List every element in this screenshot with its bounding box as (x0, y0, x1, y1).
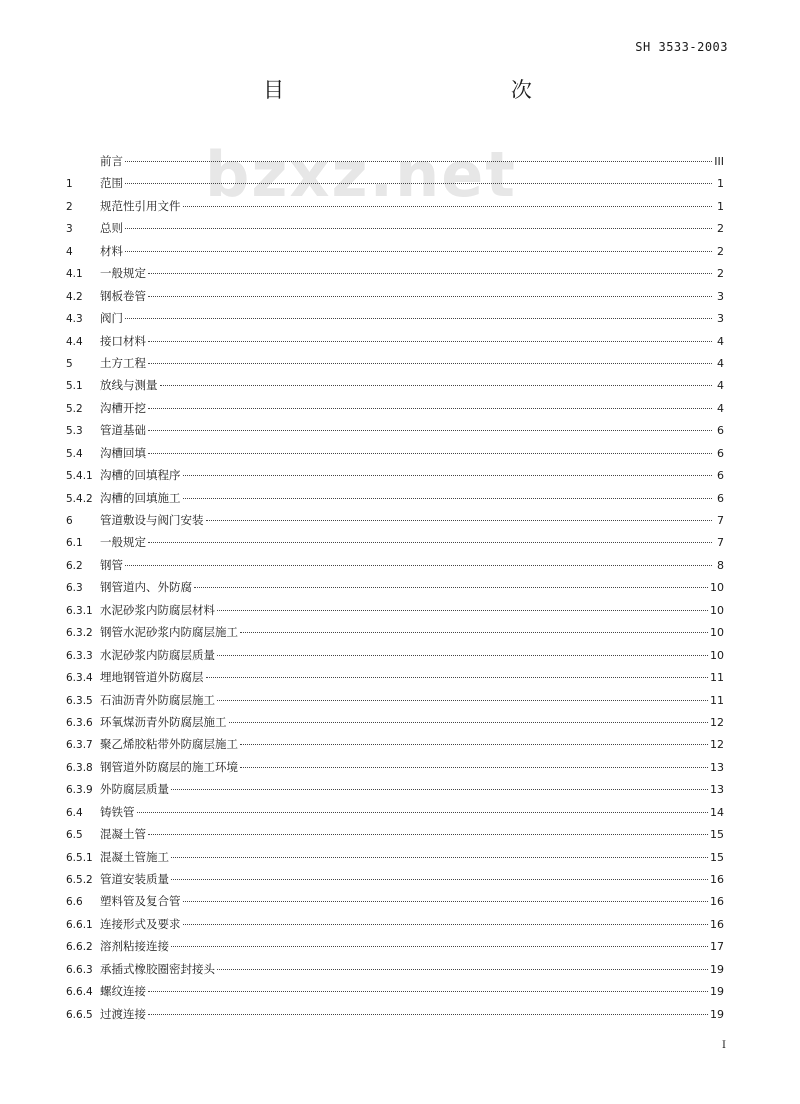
toc-leader-dots (160, 384, 713, 386)
toc-entry-page: 7 (717, 536, 724, 550)
toc-entry-page: 12 (710, 715, 724, 729)
toc-leader-dots (148, 272, 712, 274)
toc-entry-title: 连接形式及要求 (100, 916, 181, 931)
toc-entry[interactable] (66, 935, 724, 957)
toc-entry[interactable] (66, 330, 724, 352)
toc-leader-dots (148, 990, 708, 992)
toc-entry-title: 混凝土管 (100, 827, 146, 842)
toc-leader-dots (148, 833, 708, 835)
toc-entry-page: 10 (710, 648, 724, 662)
toc-leader-dots (171, 856, 708, 858)
toc-entry-page: 19 (710, 962, 724, 976)
toc-leader-dots (148, 362, 712, 364)
toc-entry-title: 钢管 (100, 557, 123, 572)
toc-entry-page: 4 (717, 379, 724, 393)
document-code: SH 3533-2003 (635, 40, 728, 54)
toc-entry-number: 6.2 (66, 559, 83, 572)
toc-entry-page: 6 (717, 424, 724, 438)
toc-entry-title: 铸铁管 (100, 804, 135, 819)
toc-entry-page: III (714, 155, 724, 168)
toc-leader-dots (148, 429, 712, 431)
toc-entry[interactable] (66, 1003, 724, 1025)
toc-entry-page: 12 (710, 738, 724, 752)
toc-leader-dots (125, 227, 712, 229)
toc-entry-number: 4.3 (66, 313, 83, 326)
toc-entry-title: 沟槽的回填施工 (100, 490, 181, 505)
toc-entry[interactable] (66, 307, 724, 329)
watermark: bzxz.net (205, 138, 517, 211)
toc-entry-title: 管道安装质量 (100, 872, 169, 886)
toc-entry[interactable] (66, 801, 724, 823)
toc-entry-page: 4 (717, 401, 724, 415)
toc-entry[interactable] (66, 689, 724, 711)
toc-entry-page: 2 (717, 222, 724, 236)
toc-leader-dots (125, 564, 712, 566)
toc-entry-page: 13 (710, 760, 724, 774)
toc-entry-page: 4 (717, 334, 724, 348)
toc-leader-dots (148, 541, 712, 543)
toc-leader-dots (171, 945, 708, 947)
toc-entry[interactable] (66, 733, 724, 755)
toc-entry-page: 8 (717, 558, 724, 572)
toc-entry-title: 石油沥青外防腐层施工 (100, 692, 215, 707)
toc-entry[interactable] (66, 958, 724, 980)
toc-entry[interactable] (66, 778, 724, 800)
toc-entry-number: 5.4.1 (66, 470, 93, 483)
toc-entry-page: 19 (710, 985, 724, 999)
toc-entry-page: 11 (710, 693, 724, 707)
toc-leader-dots (125, 250, 712, 252)
toc-entry-page: 16 (710, 917, 724, 931)
toc-leader-dots (217, 654, 708, 656)
toc-entry[interactable] (66, 509, 724, 531)
toc-entry[interactable] (66, 599, 724, 621)
toc-entry-title: 螺纹连接 (100, 984, 146, 999)
toc-entry-title: 聚乙烯胶粘带外防腐层施工 (100, 737, 238, 752)
toc-entry-page: 3 (717, 312, 724, 326)
toc-entry-title: 管道基础 (100, 423, 146, 438)
toc-entry-page: 10 (710, 581, 724, 595)
toc-entry[interactable] (66, 913, 724, 935)
table-of-contents (66, 150, 724, 1025)
toc-entry-title: 沟槽开挖 (100, 400, 146, 415)
toc-entry[interactable] (66, 711, 724, 733)
toc-entry-number: 6.5.1 (66, 851, 93, 864)
toc-entry-title: 一般规定 (100, 535, 146, 550)
toc-entry-title: 前言 (100, 154, 123, 168)
toc-entry-number: 6.3.2 (66, 627, 93, 640)
toc-entry-number: 6.3.7 (66, 739, 93, 752)
toc-leader-dots (148, 1013, 708, 1015)
toc-entry-number: 6.1 (66, 537, 83, 550)
toc-leader-dots (240, 743, 708, 745)
toc-entry-page: 1 (717, 199, 724, 213)
toc-entry-title: 塑料管及复合管 (100, 894, 181, 909)
toc-entry-number: 5 (66, 357, 73, 370)
toc-entry-number: 6.6 (66, 896, 83, 909)
toc-entry[interactable] (66, 464, 724, 486)
toc-entry-page: 2 (717, 244, 724, 258)
toc-entry-title: 埋地钢管道外防腐层 (100, 670, 204, 685)
toc-entry[interactable] (66, 846, 724, 868)
toc-entry-title: 钢管道外防腐层的施工环境 (100, 759, 238, 774)
toc-entry-title: 承插式橡胶圈密封接头 (100, 961, 215, 976)
toc-leader-dots (206, 676, 709, 678)
toc-entry-page: 6 (717, 491, 724, 505)
toc-entry[interactable] (66, 554, 724, 576)
toc-entry-number: 6.3.5 (66, 694, 93, 707)
toc-leader-dots (148, 340, 712, 342)
toc-leader-dots (217, 968, 708, 970)
toc-entry-page: 16 (710, 895, 724, 909)
toc-entry-number: 5.2 (66, 402, 83, 415)
toc-entry-title: 钢板卷管 (100, 288, 146, 303)
toc-entry-page: 1 (717, 177, 724, 191)
toc-entry-page: 15 (710, 850, 724, 864)
toc-leader-dots (217, 609, 708, 611)
toc-entry-number: 4.1 (66, 268, 83, 281)
toc-leader-dots (183, 900, 709, 902)
toc-entry-number: 4.2 (66, 290, 83, 303)
toc-entry-title: 阀门 (100, 311, 123, 326)
toc-entry-number: 1 (66, 178, 73, 191)
toc-entry[interactable] (66, 442, 724, 464)
toc-entry-number: 5.4.2 (66, 492, 93, 505)
toc-entry[interactable] (66, 285, 724, 307)
toc-entry-number: 6.3.3 (66, 649, 93, 662)
toc-entry[interactable] (66, 644, 724, 666)
toc-entry-page: 16 (710, 873, 724, 886)
toc-entry[interactable] (66, 868, 724, 890)
toc-entry-page: 3 (717, 289, 724, 303)
toc-entry-number: 6.3.9 (66, 784, 93, 797)
toc-leader-dots (217, 699, 708, 701)
toc-heading: 目 次 (263, 78, 642, 102)
toc-entry-page: 6 (717, 446, 724, 460)
toc-leader-dots (183, 474, 713, 476)
toc-entry[interactable] (66, 576, 724, 598)
toc-entry-title: 水泥砂浆内防腐层材料 (100, 602, 215, 617)
toc-entry-title: 沟槽的回填程序 (100, 468, 181, 483)
toc-entry-title: 一般规定 (100, 266, 146, 281)
toc-leader-dots (137, 811, 709, 813)
toc-entry-page: 10 (710, 626, 724, 640)
toc-entry-number: 6 (66, 515, 73, 527)
toc-entry[interactable] (66, 487, 724, 509)
toc-entry-title: 溶剂粘接连接 (100, 939, 169, 954)
toc-entry[interactable] (66, 195, 724, 217)
toc-leader-dots (148, 407, 712, 409)
toc-entry[interactable] (66, 531, 724, 553)
toc-entry[interactable] (66, 172, 724, 194)
toc-leader-dots (194, 586, 708, 588)
toc-entry-number: 4 (66, 245, 73, 258)
page-folio: I (722, 1040, 726, 1051)
toc-entry-page: 19 (710, 1007, 724, 1021)
toc-entry-title: 范围 (100, 176, 123, 191)
toc-entry-title: 水泥砂浆内防腐层质量 (100, 647, 215, 662)
toc-entry-number: 5.4 (66, 447, 83, 460)
toc-entry-number: 5.1 (66, 380, 83, 393)
toc-leader-dots (125, 160, 712, 162)
toc-entry-title: 沟槽回填 (100, 445, 146, 460)
toc-entry[interactable] (66, 890, 724, 912)
toc-leader-dots (171, 878, 708, 880)
toc-entry-page: 10 (710, 603, 724, 617)
toc-entry-title: 混凝土管施工 (100, 849, 169, 864)
toc-entry-number: 6.5.2 (66, 874, 93, 886)
toc-entry-number: 6.6.1 (66, 918, 93, 931)
toc-entry-title: 规范性引用文件 (100, 198, 181, 213)
toc-entry[interactable] (66, 352, 724, 374)
toc-entry[interactable] (66, 397, 724, 419)
toc-leader-dots (183, 923, 709, 925)
toc-entry[interactable] (66, 980, 724, 1002)
toc-entry-title: 钢管水泥砂浆内防腐层施工 (100, 625, 238, 640)
toc-entry-page: 13 (710, 783, 724, 797)
toc-entry-title: 外防腐层质量 (100, 782, 169, 797)
toc-entry[interactable] (66, 666, 724, 688)
toc-entry-title: 钢管道内、外防腐 (100, 580, 192, 595)
toc-entry-page: 7 (717, 514, 724, 527)
toc-entry-number: 2 (66, 200, 73, 213)
toc-entry-page: 15 (710, 828, 724, 842)
toc-entry[interactable] (66, 621, 724, 643)
toc-entry-title: 总则 (100, 221, 123, 236)
toc-entry-number: 6.3.1 (66, 604, 93, 617)
toc-entry-number: 6.6.3 (66, 963, 93, 976)
toc-entry[interactable] (66, 262, 724, 284)
toc-entry-number: 6.6.4 (66, 986, 93, 999)
toc-entry-number: 6.4 (66, 806, 83, 819)
toc-entry-title: 管道敷设与阀门安装 (100, 513, 204, 527)
toc-entry-title: 接口材料 (100, 333, 146, 348)
toc-leader-dots (148, 295, 712, 297)
toc-entry-page: 11 (710, 671, 724, 685)
toc-entry-number: 6.5 (66, 829, 83, 842)
toc-entry-title: 过渡连接 (100, 1006, 146, 1021)
toc-entry-page: 6 (717, 469, 724, 483)
toc-entry-number: 6.6.5 (66, 1008, 93, 1021)
toc-entry-number: 3 (66, 223, 73, 236)
toc-leader-dots (125, 182, 712, 184)
toc-leader-dots (183, 205, 713, 207)
toc-entry[interactable] (66, 150, 724, 172)
toc-entry-number: 4.4 (66, 335, 83, 348)
toc-leader-dots (148, 452, 712, 454)
toc-leader-dots (171, 788, 708, 790)
toc-entry[interactable] (66, 240, 724, 262)
toc-entry-number: 6.3.6 (66, 716, 93, 729)
toc-entry-page: 14 (710, 805, 724, 819)
toc-entry-title: 环氧煤沥青外防腐层施工 (100, 714, 227, 729)
toc-entry-title: 放线与测量 (100, 378, 158, 393)
toc-entry-number: 6.3.4 (66, 672, 93, 685)
toc-entry[interactable] (66, 374, 724, 396)
toc-entry[interactable] (66, 419, 724, 441)
toc-entry[interactable] (66, 217, 724, 239)
toc-entry-number: 6.3 (66, 582, 83, 595)
toc-leader-dots (183, 497, 713, 499)
toc-leader-dots (206, 519, 713, 521)
toc-leader-dots (125, 317, 712, 319)
toc-entry-number: 6.3.8 (66, 761, 93, 774)
toc-entry-page: 17 (710, 940, 724, 954)
toc-entry-number: 6.6.2 (66, 941, 93, 954)
toc-entry[interactable] (66, 823, 724, 845)
toc-entry-page: 4 (717, 356, 724, 370)
toc-entry-number: 5.3 (66, 425, 83, 438)
toc-entry-title: 材料 (100, 243, 123, 258)
toc-leader-dots (229, 721, 709, 723)
toc-entry-page: 2 (717, 267, 724, 281)
toc-leader-dots (240, 766, 708, 768)
toc-leader-dots (240, 631, 708, 633)
toc-entry[interactable] (66, 756, 724, 778)
toc-entry-title: 土方工程 (100, 355, 146, 370)
